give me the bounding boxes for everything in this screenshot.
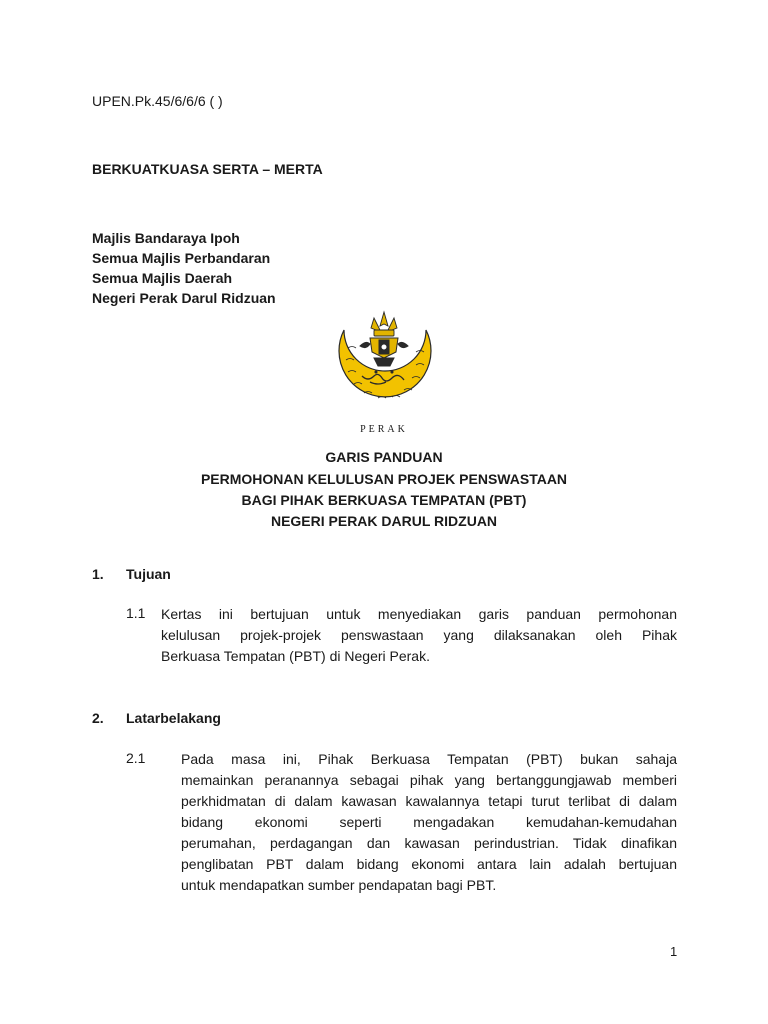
paragraph-line: perkhidmatan di dalam kawasan kawalannya tetapi turut terlibat di dalam	[181, 793, 677, 809]
section-number: 2.	[92, 710, 104, 726]
paragraph-number: 2.1	[126, 750, 146, 766]
paragraph-line: untuk mendapatkan sumber pendapatan bagi PBT.	[181, 877, 497, 893]
section-heading: Tujuan	[126, 566, 171, 582]
addressee-line: Semua Majlis Daerah	[92, 270, 233, 286]
title-line: GARIS PANDUAN	[325, 449, 443, 465]
urgency-notice: BERKUATKUASA SERTA – MERTA	[92, 161, 323, 177]
paragraph-line: perumahan, perdagangan dan kawasan perindustrian. Tidak dinafikan	[181, 835, 677, 851]
addressee-line: Negeri Perak Darul Ridzuan	[92, 290, 276, 306]
page-number: 1	[670, 944, 678, 959]
paragraph-number: 1.1	[126, 605, 146, 621]
paragraph-line: bidang ekonomi seperti mengadakan kemudahan-kemudahan	[181, 814, 677, 830]
title-line: PERMOHONAN KELULUSAN PROJEK PENSWASTAAN	[200, 471, 568, 487]
section-heading: Latarbelakang	[126, 710, 221, 726]
addressee-line: Majlis Bandaraya Ipoh	[92, 230, 240, 246]
addressee-line: Semua Majlis Perbandaran	[92, 250, 271, 266]
paragraph-line: memainkan peranannya sebagai pihak yang bertanggungjawab memberi	[181, 772, 677, 788]
paragraph-line: kelulusan projek-projek penswastaan yang dilaksanakan oleh Pihak	[161, 627, 677, 643]
paragraph-body	[181, 749, 677, 896]
title-line: BAGI PIHAK BERKUASA TEMPATAN (PBT)	[241, 492, 527, 508]
title-line: NEGERI PERAK DARUL RIDZUAN	[270, 513, 498, 529]
paragraph-line: Berkuasa Tempatan (PBT) di Negeri Perak.	[161, 648, 430, 664]
section-number: 1.	[92, 566, 104, 582]
reference-number: UPEN.Pk.45/6/6/6 ( )	[92, 93, 223, 109]
perak-state-crest-icon	[330, 308, 438, 438]
paragraph-line: penglibatan PBT dalam bidang ekonomi antara lain adalah bertujuan	[181, 856, 677, 872]
paragraph-line: Pada masa ini, Pihak Berkuasa Tempatan (PBT) bukan sahaja	[181, 751, 677, 767]
paragraph-body	[161, 604, 677, 667]
crest-label: PERAK	[360, 424, 408, 435]
paragraph-line: Kertas ini bertujuan untuk menyediakan garis panduan permohonan	[161, 606, 677, 622]
